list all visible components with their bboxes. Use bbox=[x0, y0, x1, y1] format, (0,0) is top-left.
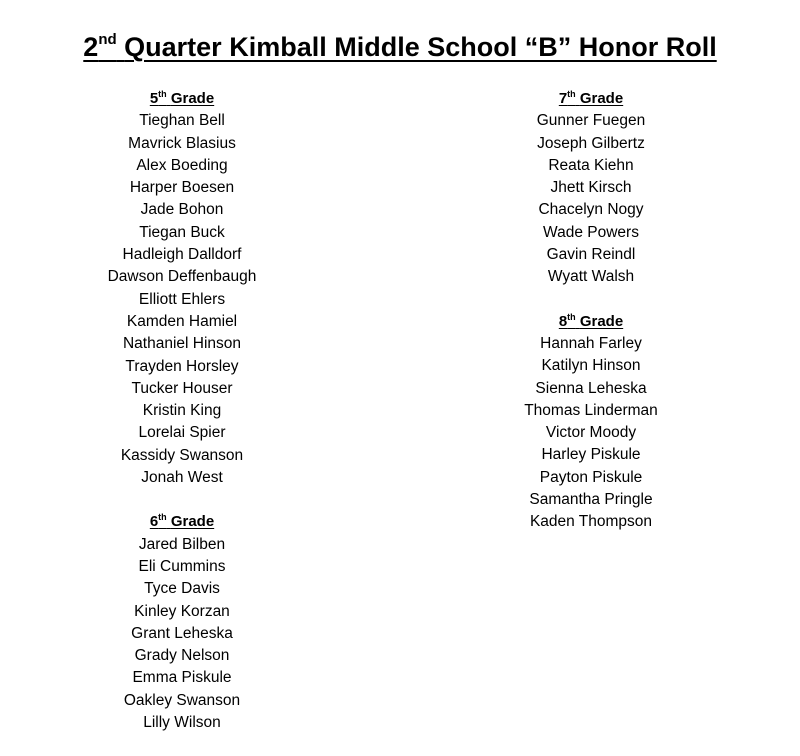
student-name: Hadleigh Dalldorf bbox=[122, 246, 242, 264]
grade-ordinal-suffix: th bbox=[567, 89, 576, 99]
right-column bbox=[476, 88, 706, 534]
grade-section bbox=[67, 511, 297, 734]
student-name: Alex Boeding bbox=[136, 156, 228, 174]
student-name: Payton Piskule bbox=[539, 468, 643, 486]
page-title bbox=[0, 30, 800, 64]
student-name: Katilyn Hinson bbox=[541, 357, 641, 375]
grade-ordinal-suffix: th bbox=[158, 512, 167, 523]
grade-label: Grade bbox=[579, 312, 624, 330]
left-column bbox=[67, 88, 297, 734]
student-name: Grady Nelson bbox=[134, 647, 230, 665]
grade-label: Grade bbox=[170, 513, 215, 531]
student-name: Jade Bohon bbox=[140, 201, 224, 219]
student-name: Victor Moody bbox=[545, 424, 637, 442]
student-name: Elliott Ehlers bbox=[138, 290, 226, 308]
grade-heading-text bbox=[559, 313, 623, 330]
student-name: Tucker Houser bbox=[131, 379, 233, 397]
student-name: Grant Leheska bbox=[131, 624, 233, 642]
student-name: Tyce Davis bbox=[144, 580, 220, 598]
student-name: Harper Boesen bbox=[129, 179, 235, 197]
student-name: Jonah West bbox=[141, 469, 223, 487]
grade-number: 8 bbox=[558, 312, 568, 330]
grade-heading-text bbox=[150, 90, 214, 107]
student-name: Wade Powers bbox=[543, 223, 639, 241]
student-name: Dawson Deffenbaugh bbox=[107, 268, 257, 286]
student-name: Wyatt Walsh bbox=[547, 268, 635, 286]
student-name: Tiegan Buck bbox=[139, 223, 225, 241]
student-name: Harley Piskule bbox=[541, 446, 641, 464]
student-name: Oakley Swanson bbox=[123, 691, 241, 709]
title-ordinal-suffix: nd bbox=[98, 31, 117, 48]
student-name: Samantha Pringle bbox=[529, 491, 653, 509]
student-name: Joseph Gilbertz bbox=[537, 134, 645, 152]
title-text: Quarter Kimball Middle School “B” Honor Roll bbox=[124, 32, 717, 62]
grade-ordinal-suffix: th bbox=[567, 311, 576, 322]
grade-heading bbox=[476, 88, 706, 110]
student-name: Jhett Kirsch bbox=[550, 179, 632, 197]
grade-heading-text bbox=[559, 90, 623, 107]
student-name: Kaden Thompson bbox=[529, 513, 653, 531]
student-name: Kinley Korzan bbox=[134, 602, 230, 620]
student-name: Nathaniel Hinson bbox=[122, 335, 242, 353]
student-name: Lorelai Spier bbox=[138, 424, 226, 442]
student-name: Chacelyn Nogy bbox=[538, 201, 644, 219]
page-title-text bbox=[83, 32, 716, 62]
student-name: Lilly Wilson bbox=[143, 714, 221, 732]
student-name: Mavrick Blasius bbox=[128, 134, 236, 152]
student-name: Tieghan Bell bbox=[139, 112, 225, 130]
grade-label: Grade bbox=[170, 90, 215, 107]
grade-ordinal-suffix: th bbox=[158, 89, 167, 99]
student-name: Kamden Hamiel bbox=[126, 312, 238, 330]
grade-number: 5 bbox=[149, 90, 159, 107]
grade-heading bbox=[67, 88, 297, 110]
grade-section bbox=[476, 311, 706, 534]
grade-section bbox=[67, 88, 297, 489]
grade-label: Grade bbox=[579, 90, 624, 107]
grade-heading-text bbox=[150, 513, 214, 530]
grade-heading bbox=[476, 311, 706, 333]
student-name: Reata Kiehn bbox=[548, 156, 634, 174]
student-name: Trayden Horsley bbox=[125, 357, 239, 375]
student-name: Sienna Leheska bbox=[535, 379, 647, 397]
grade-number: 7 bbox=[558, 90, 568, 107]
student-name: Kassidy Swanson bbox=[120, 446, 244, 464]
student-name: Hannah Farley bbox=[540, 334, 642, 352]
student-name: Jared Bilben bbox=[138, 535, 226, 553]
grade-number: 6 bbox=[149, 513, 159, 531]
student-name: Gavin Reindl bbox=[546, 246, 636, 264]
student-name: Kristin King bbox=[142, 402, 222, 420]
grade-section bbox=[476, 88, 706, 289]
student-name: Thomas Linderman bbox=[524, 401, 658, 419]
student-name: Emma Piskule bbox=[132, 669, 232, 687]
grade-heading bbox=[67, 511, 297, 533]
student-name: Eli Cummins bbox=[138, 557, 226, 575]
student-name: Gunner Fuegen bbox=[536, 112, 646, 130]
title-number: 2 bbox=[83, 32, 99, 62]
